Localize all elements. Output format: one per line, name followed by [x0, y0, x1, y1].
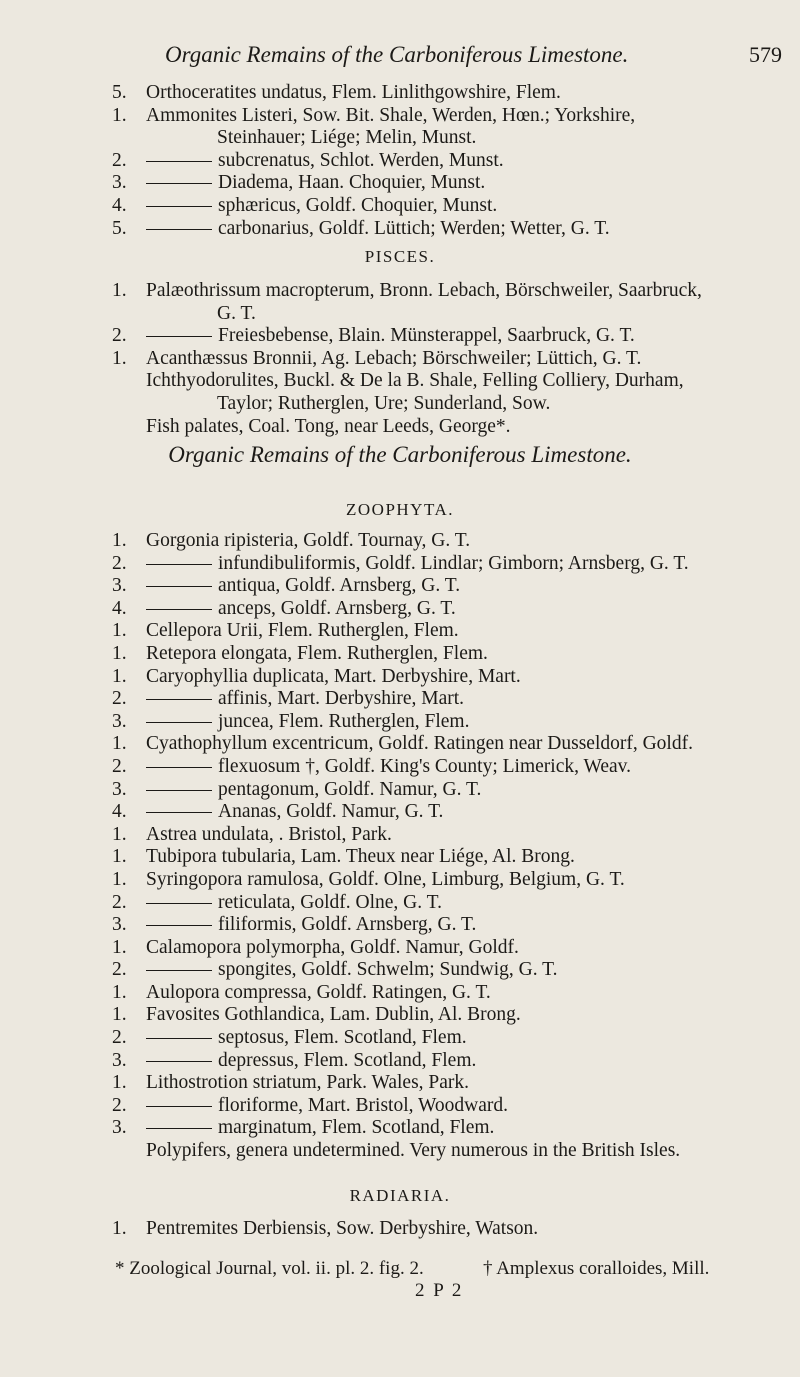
entry-text: [146, 598, 456, 621]
entry-line: [0, 620, 800, 643]
entry-content: depressus, Flem. Scotland, Flem.: [218, 1049, 477, 1071]
entry-line: [0, 892, 800, 915]
entry-line: [0, 348, 800, 371]
entry-content: marginatum, Flem. Scotland, Flem.: [218, 1117, 495, 1139]
entry-content: sphæricus, Goldf. Choquier, Munst.: [218, 194, 498, 216]
ditto-dash: [146, 183, 212, 184]
entry-text: [146, 779, 481, 802]
entry-content: floriforme, Mart. Bristol, Woodward.: [218, 1094, 508, 1116]
entry-number: 2.: [112, 325, 127, 347]
entry-content: juncea, Flem. Rutherglen, Flem.: [218, 710, 470, 732]
entry-line: [0, 416, 800, 439]
ditto-dash: [146, 812, 212, 813]
ditto-dash: [146, 767, 212, 768]
entry-content: infundibuliformis, Goldf. Lindlar; Gimborn; Arnsberg, G. T.: [218, 552, 689, 574]
entry-content: Calamopora polymorpha, Goldf. Namur, Goldf.: [146, 936, 519, 958]
entry-content: Syringopora ramulosa, Goldf. Olne, Limburg, Belgium, G. T.: [146, 868, 625, 890]
entry-text: [146, 172, 485, 195]
entry-text: [146, 1117, 494, 1140]
entry-content: Acanthæssus Bronnii, Ag. Lebach; Börschweiler; Lüttich, G. T.: [146, 347, 642, 369]
entry-content: Gorgonia ripisteria, Goldf. Tournay, G. T.: [146, 530, 471, 551]
entry-text: [146, 1095, 508, 1118]
ditto-dash: [146, 1038, 212, 1039]
entry-line: [0, 688, 800, 711]
entry-content: Aulopora compressa, Goldf. Ratingen, G. T.: [146, 981, 491, 1003]
entry-number: 3.: [112, 710, 127, 732]
ditto-dash: [146, 161, 212, 162]
entry-number: 2.: [112, 149, 127, 171]
entry-line: [0, 218, 800, 241]
entry-text: [146, 218, 610, 241]
entry-content: filiformis, Goldf. Arnsberg, G. T.: [218, 914, 477, 936]
entry-number: 3.: [112, 575, 127, 597]
entry-content: affinis, Mart. Derbyshire, Mart.: [218, 688, 465, 710]
entry-text: [146, 982, 491, 1005]
entry-line: [0, 1072, 800, 1095]
running-header: [165, 42, 782, 68]
entry-text: [146, 195, 497, 218]
entry-content: Fish palates, Coal. Tong, near Leeds, George*.: [146, 415, 511, 437]
entry-content: spongites, Goldf. Schwelm; Sundwig, G. T.: [218, 959, 558, 981]
entry-content: flexuosum †, Goldf. King's County; Limerick, Weav.: [218, 755, 632, 777]
entry-line: [0, 1117, 800, 1140]
entry-line: [0, 1095, 800, 1118]
entry-number: 4.: [112, 597, 127, 619]
entry-text: [146, 756, 631, 779]
entry-line: [0, 824, 800, 847]
entry-content: Retepora elongata, Flem. Rutherglen, Flem.: [146, 642, 488, 664]
entry-number: 5.: [112, 82, 127, 103]
entry-text: [146, 846, 575, 869]
entry-content: antiqua, Goldf. Arnsberg, G. T.: [218, 575, 461, 597]
entry-number: 2.: [112, 1094, 127, 1116]
entry-number: 3.: [112, 172, 127, 194]
entry-line: [0, 666, 800, 689]
entry-line: [0, 575, 800, 598]
entry-text: [146, 280, 702, 303]
entry-text: [146, 824, 392, 847]
entry-line: [0, 325, 800, 348]
pisces-heading: PISCES.: [364, 247, 436, 266]
entry-line: [0, 82, 800, 105]
entry-number: 1.: [112, 642, 127, 664]
entry-content: Orthoceratites undatus, Flem. Linlithgowshire, Flem.: [146, 82, 561, 103]
entry-text: [146, 1072, 469, 1095]
entry-content: Steinhauer; Liége; Melin, Munst.: [217, 127, 477, 149]
entry-content: Polypifers, genera undetermined. Very numerous in the British Isles.: [146, 1140, 681, 1162]
entry-content: Palæothrissum macropterum, Bronn. Lebach, Börschweiler, Saarbruck,: [146, 280, 702, 301]
entry-line: [0, 370, 800, 393]
entry-number: 3.: [112, 914, 127, 936]
entry-content: Ichthyodorulites, Buckl. & De la B. Shale, Felling Colliery, Durham,: [146, 370, 684, 392]
entry-text: [146, 1218, 538, 1241]
entry-line: [0, 756, 800, 779]
entry-number: 2.: [112, 755, 127, 777]
entry-text: [146, 937, 519, 960]
entry-line: [0, 801, 800, 824]
entry-number: 1.: [112, 620, 127, 642]
entry-line: [0, 846, 800, 869]
entry-line: [0, 553, 800, 576]
entry-text: [146, 82, 561, 105]
ditto-dash: [146, 1128, 212, 1129]
entry-number: 1.: [112, 347, 127, 369]
ditto-dash: [146, 564, 212, 565]
entry-text: [146, 869, 625, 892]
entry-text: [146, 325, 635, 348]
ditto-dash: [146, 1061, 212, 1062]
entry-number: 1.: [112, 280, 127, 301]
ditto-dash: [146, 609, 212, 610]
entry-text: [146, 348, 641, 371]
entry-text: [146, 643, 488, 666]
ditto-dash: [146, 925, 212, 926]
entry-text: [146, 1004, 521, 1027]
cephalopoda-list: [0, 82, 800, 240]
entry-content: G. T.: [217, 302, 256, 324]
entry-content: Ammonites Listeri, Sow. Bit. Shale, Werden, Hœn.; Yorkshire,: [146, 104, 636, 126]
entry-number: 1.: [112, 1072, 127, 1094]
entry-text: [146, 575, 460, 598]
radiaria-heading: RADIARIA.: [349, 1186, 451, 1205]
entry-line: [0, 393, 800, 416]
entry-line: [0, 1140, 800, 1163]
page-number: 579: [749, 42, 782, 67]
ditto-dash: [146, 1106, 212, 1107]
entry-content: Tubipora tubularia, Lam. Theux near Liége, Al. Brong.: [146, 846, 575, 868]
entry-number: 1.: [112, 530, 127, 551]
entry-line: [0, 643, 800, 666]
entry-text: [146, 370, 684, 393]
entry-line: [0, 172, 800, 195]
signature-mark: 2 P 2: [415, 1280, 464, 1301]
entry-text: [146, 1050, 476, 1073]
ditto-dash: [146, 586, 212, 587]
entry-number: 1.: [112, 981, 127, 1003]
entry-text: [146, 620, 459, 643]
entry-number: 1.: [112, 104, 127, 126]
entry-text: [217, 127, 476, 150]
entry-number: 1.: [112, 1218, 127, 1239]
entry-text: [146, 1140, 680, 1163]
entry-number: 1.: [112, 823, 127, 845]
footnote-star: * Zoological Journal, vol. ii. pl. 2. fig. 2.: [115, 1258, 424, 1279]
entry-text: [217, 393, 550, 416]
entry-text: [146, 530, 470, 553]
entry-line: [0, 127, 800, 150]
entry-number: 2.: [112, 552, 127, 574]
entry-number: 1.: [112, 936, 127, 958]
entry-number: 2.: [112, 891, 127, 913]
zoophyta-heading: ZOOPHYTA.: [346, 500, 454, 519]
entry-text: [146, 150, 504, 173]
entry-number: 1.: [112, 868, 127, 890]
entry-line: [0, 598, 800, 621]
pisces-list: [0, 280, 800, 438]
entry-line: [0, 733, 800, 756]
entry-content: pentagonum, Goldf. Namur, G. T.: [218, 778, 482, 800]
entry-text: [146, 666, 521, 689]
entry-content: reticulata, Goldf. Olne, G. T.: [218, 891, 443, 913]
entry-number: 1.: [112, 665, 127, 687]
ditto-dash: [146, 722, 212, 723]
entry-line: [0, 1004, 800, 1027]
entry-line: [0, 1218, 800, 1241]
entry-number: 1.: [112, 1004, 127, 1026]
entry-content: Freiesbebense, Blain. Münsterappel, Saarbruck, G. T.: [218, 325, 635, 347]
entry-line: [0, 959, 800, 982]
entry-text: [146, 711, 469, 734]
entry-text: [146, 801, 443, 824]
entry-number: 3.: [112, 1117, 127, 1139]
ditto-dash: [146, 970, 212, 971]
entry-line: [0, 1050, 800, 1073]
ditto-dash: [146, 790, 212, 791]
entry-text: [146, 733, 693, 756]
entry-number: 2.: [112, 959, 127, 981]
entry-number: 4.: [112, 194, 127, 216]
entry-number: 2.: [112, 1027, 127, 1049]
entry-number: 1.: [112, 733, 127, 755]
entry-content: Astrea undulata, . Bristol, Park.: [146, 823, 392, 845]
entry-content: carbonarius, Goldf. Lüttich; Werden; Wetter, G. T.: [218, 217, 610, 239]
entry-line: [0, 711, 800, 734]
entry-line: [0, 280, 800, 303]
entry-content: Taylor; Rutherglen, Ure; Sunderland, Sow.: [217, 392, 551, 414]
entry-line: [0, 105, 800, 128]
zoophyta-list: [0, 530, 800, 1163]
entry-content: Pentremites Derbiensis, Sow. Derbyshire, Watson.: [146, 1218, 539, 1239]
entry-content: Cyathophyllum excentricum, Goldf. Ratingen near Dusseldorf, Goldf.: [146, 733, 693, 755]
entry-text: [146, 914, 476, 937]
entry-number: 3.: [112, 778, 127, 800]
entry-text: [146, 892, 442, 915]
footnote-dagger: † Amplexus coralloides, Mill.: [483, 1258, 710, 1279]
footnotes: [115, 1258, 780, 1280]
entry-line: [0, 914, 800, 937]
entry-line: [0, 982, 800, 1005]
entry-number: 4.: [112, 801, 127, 823]
radiaria-list: [0, 1218, 800, 1241]
entry-line: [0, 937, 800, 960]
entry-text: [146, 959, 557, 982]
entry-number: 1.: [112, 846, 127, 868]
entry-text: [217, 303, 256, 326]
entry-text: [146, 1027, 467, 1050]
entry-number: 2.: [112, 688, 127, 710]
entry-line: [0, 303, 800, 326]
entry-content: Cellepora Urii, Flem. Rutherglen, Flem.: [146, 620, 459, 642]
ditto-dash: [146, 336, 212, 337]
entry-text: [146, 553, 689, 576]
entry-content: subcrenatus, Schlot. Werden, Munst.: [218, 149, 504, 171]
entry-line: [0, 1027, 800, 1050]
entry-content: Caryophyllia duplicata, Mart. Derbyshire, Mart.: [146, 665, 521, 687]
ditto-dash: [146, 699, 212, 700]
entry-content: Lithostrotion striatum, Park. Wales, Park.: [146, 1072, 470, 1094]
ditto-dash: [146, 206, 212, 207]
ditto-dash: [146, 903, 212, 904]
entry-number: 5.: [112, 217, 127, 239]
section-title: Organic Remains of the Carboniferous Limestone.: [168, 442, 632, 467]
entry-line: [0, 150, 800, 173]
entry-line: [0, 869, 800, 892]
entry-text: [146, 105, 635, 128]
entry-line: [0, 779, 800, 802]
entry-line: [0, 195, 800, 218]
entry-text: [146, 688, 464, 711]
entry-line: [0, 530, 800, 553]
entry-content: Ananas, Goldf. Namur, G. T.: [218, 801, 444, 823]
entry-text: [146, 416, 511, 439]
entry-content: Favosites Gothlandica, Lam. Dublin, Al. Brong.: [146, 1004, 521, 1026]
entry-content: septosus, Flem. Scotland, Flem.: [218, 1027, 467, 1049]
ditto-dash: [146, 229, 212, 230]
entry-number: 3.: [112, 1049, 127, 1071]
entry-content: anceps, Goldf. Arnsberg, G. T.: [218, 597, 456, 619]
running-title: Organic Remains of the Carboniferous Limestone.: [165, 42, 629, 67]
entry-content: Diadema, Haan. Choquier, Munst.: [218, 172, 486, 194]
